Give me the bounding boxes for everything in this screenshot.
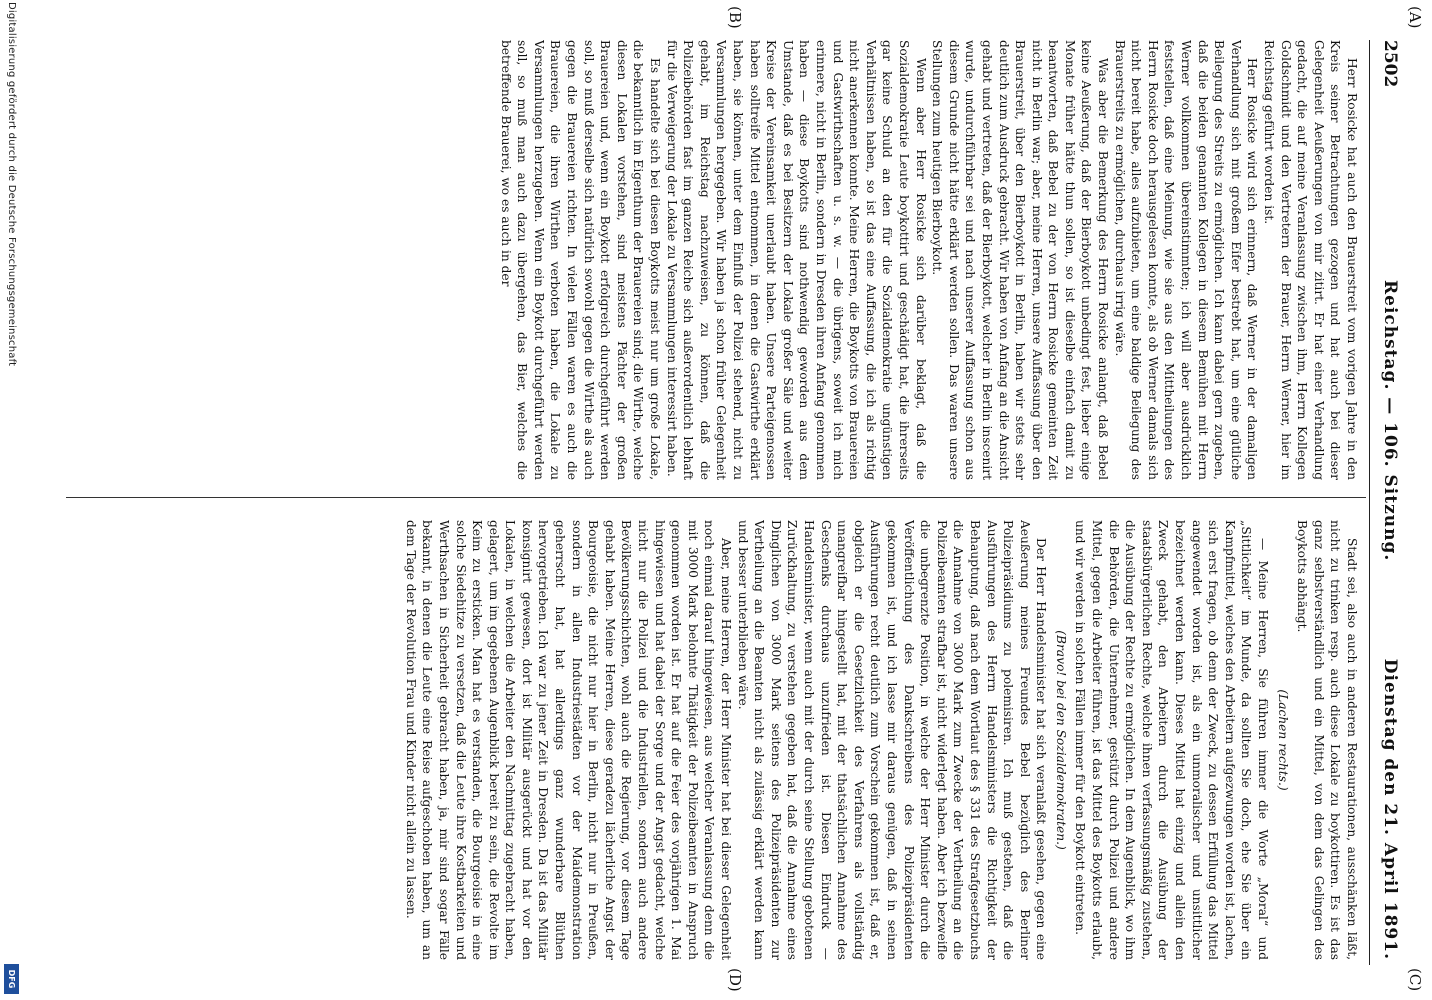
- paragraph: Herr Rosicke wird sich erinnern, daß Werner in der damaligen Verhandlung sich mit großem Eifer bestrebt hat, um eine gütliche Beilegung des Streits zu ermöglichen. Ich kann dabei gern zugeben, daß die beiden genannten Kollegen in diesem Bemühen mit Herrn Werner vollkommen übereinstimmten; ich will aber ausdrücklich feststellen, daß eine Meinung, wie sie aus den Mittheilungen des Herrn Rosicke doch herausgelesen konnte, als ob Werner damals sich nicht bereit habe, alles aufzubieten, um eine baldige Beilegung des Brauerstreits zu ermöglichen, durchaus irrig wäre.: [1112, 40, 1260, 480]
- session-title: Reichstag. — 106. Sitzung.: [1380, 280, 1400, 562]
- digitization-credit: Digitalisierung gefördert durch die Deutsche Forschungsgemeinschaft: [6, 2, 17, 367]
- left-column: [60, 40, 1360, 480]
- paragraph: Was aber die Bemerkung des Herrn Rosicke anlangt, daß Bebel keine Aeußerung, daß der Bierboykott unbedingt fest, lieber einige Monate früher hätte thun sollen, so ist dieselbe einfach damit zu beantworten, daß Bebel zu der von Herrn Rosicke gemeinten Zeit nicht in Berlin war; aber, meine Herren, unsere Auffassung über den Brauerstreit, über den Bierboykott in Berlin, haben wir stets sehr deutlich zum Ausdruck gebracht. Wir haben von Anfang an die Ansicht gehabt und vertreten, daß der Bierboykott, welcher in Berlin inscenirt wurde, undurchführbar sei und nach unserer Auffassung schon aus diesem Grunde nicht hätte erklärt werden sollen. Das waren unsere Stellungen zum heutigen Bierboykott.: [930, 40, 1111, 480]
- column-divider: [66, 497, 1366, 498]
- stage-direction: (Lachen rechts.): [1275, 689, 1290, 791]
- footer: [0, 0, 20, 1000]
- stage-direction: (Bravo! bei den Sozialdemokraten.): [1053, 630, 1068, 850]
- right-column: [60, 520, 1360, 960]
- paragraph: Wenn aber Herr Rosicke sich darüber beklagt, daß die Sozialdemokratie Leute boykottirt und geschädigt hat, die ihrerseits gar keine Schuld an den für die Sozialdemokratie ungünstigen Verhältnissen haben, so ist das eine Auffassung, die ich als richtig nicht anerkennen konnte. Meine Herren, die Boykotts von Brauereien und Gastwirthschaften u. s. w. — die übrigens, soweit ich mich erinnere, nicht in Berlin, sondern in Dresden ihren Anfang genommen haben — diese Boykotts sind nothwendig geworden aus dem Umstande, daß es bei Besitzern der Lokale großer Säle und weiter Kreise der Vereinsamkeit unerlaubt haben. Unsere Parteigenossen haben solltreife Mittel entnommen, in denen die Gastwirthe erklärt haben, sie können, unter dem Einfluß der Polizei stehend, nicht zu Versammlungen hergegeben. Wir haben ja schon früher Gelegenheit gehabt, im Reichstag nachzuweisen, zu können, daß die Polizeibehörden fast im ganzen Reiche sich außerordentlich lebhaft für die Verweigerung der Lokale zu Versammlungen interessirt haben.: [664, 40, 928, 480]
- paragraph: — Meine Herren, Sie führen immer die Worte „Moral“ und „Sittlichkeit“ im Munde, da sollten Sie doch, ehe Sie über ein Kampfmittel, welches den Arbeitern aufgezwungen worden ist, lachen, sich erst fragen, ob denn der Zweck, zu dessen Erfüllung das Mittel angewendet worden ist, als ein unmoralischer und unsittlicher bezeichnet werden kann. Dieses Mittel hat einzig und allein den Zweck gehabt, den Arbeitern durch die Ausübung der staatsbürgerlichen Rechte, welche ihnen verfassungsmäßig zustehen, die Ausübung der Rechte zu ermöglichen. In dem Augenblick, wo ihm die Behörden, die Unternehmer, gestützt durch Polizei und andere Mittel, gegen die Arbeiter führen, ist das Mittel des Boykotts erlaubt, und wir werden in solchen Fällen immer für den Boykott eintreten.: [1073, 520, 1271, 960]
- margin-marker-c: (C): [1406, 968, 1424, 992]
- page-header: [1370, 40, 1410, 960]
- paragraph: Der Herr Handelsminister hat sich veranlaßt gesehen, gegen eine Aeußerung meines Freundes Bebel bezüglich des Berliner Polizeipräsidiums zu polemisiren. Ich muß gestehen, daß die Ausführungen des Herrn Handelsministers die Richtigkeit der Behauptung, daß nach dem Wortlaut des § 331 des Strafgesetzbuchs die Annahme von 3000 Mark zum Zwecke der Vertheilung an die Polizeibeamten strafbar ist, nicht widerlegt haben. Aber ich bezweifle die unbegrenzte Position, in welche der Herr Minister durch die Veröffentlichung des Dankschreibens des Polizeipräsidenten gekommen ist, und ich lasse mir daraus genügen, daß in seinen Ausführungen recht deutlich zum Vorschein gekommen ist, daß er, obgleich er die Gesetzlichkeit des Verfahrens als vollständig unangreifbar hingestellt hat, mit der thatsächlichen Annahme des Geschenks durchaus unzufrieden ist. Diesen Eindruck — Handelsminister, wenn auch mit der durch seine Stellung gebotenen Zurückhaltung, zu verstehen gegeben hat, daß die Annahme eines Dinglichen von 3000 Mark seitens des Polizeipräsidenten zur Vertheilung an die Beamten nicht als zulässig erklärt werden kann und besser unterblieben wäre.: [735, 520, 1049, 960]
- margin-marker-d: (D): [726, 968, 744, 992]
- paragraph: Es handelte sich bei diesen Boykotts meist nur um große Lokale, die bekanntlich im Eigenthum der Brauereien sind; die Wirthe, welche diesen Lokalen vorstehen, sind meistens Pächter der großen Brauereien und, wenn ein Boykott erfolgreich durchgeführt werden soll, so muß derselbe sich natürlich sowohl gegen die Wirthe als auch gegen die Brauereien richten. In vielen Fällen waren es auch die Brauereien, die ihren Wirthen verboten haben, die Lokale zu Versammlungen herzugeben. Wenn ein Boykott durchgeführt werden soll, so muß man auch dazu übergehen, das Bier, welches die betreffende Brauerei, wo es auch in der: [498, 40, 663, 480]
- header-rule: [1369, 40, 1370, 965]
- paragraph: Herr Rosicke hat auch den Brauerstreit vom vorigen Jahre in den Kreis seiner Betrachtungen gezogen und hat auch bei dieser Gelegenheit Aeußerungen von mir zitirt. Er hat einer Verhandlung gedacht, die auf meine Veranlassung zwischen ihm, Herrn Kollegen Goldschmidt und den Vertretern der Brauer, Herrn Werner, hier im Reichstag geführt worden ist.: [1262, 40, 1359, 480]
- paragraph: Stadt sei, also auch in anderen Restaurationen, ausschänken läßt, nicht zu trinken resp. auch diese Lokale zu boykottiren. Es ist das ganz selbstverständlich und ein Mittel, von dem das Gelingen des Boykotts abhängt.: [1295, 520, 1359, 960]
- page-number: 2502: [1380, 40, 1400, 88]
- dfg-logo: DFG: [4, 964, 19, 994]
- paragraph: Aber, meine Herren, der Herr Minister hat bei dieser Gelegenheit noch einmal darauf hingewiesen, aus welcher Veranlassung denn die mit 3000 Mark belohnte Thätigkeit der Polizeibeamten in Anspruch genommen worden ist. Er hat auf die Feier des vorjährigen 1. Mai hingewiesen und hat dabei der Sorge und der Angst gedacht, welche nicht nur die Polizei und die Industriellen, sondern auch andere Bevölkerungsschichten, wohl auch die Regierung, vor diesem Tage gehabt haben. Meine Herren, diese geradezu lächerliche Angst der Bourgeoisie, die nicht nur hier in Berlin, nicht nur in Preußen, sondern in allen Industriestädten vor der Maidemonstration geherrscht hat, hat allerdings ganz wunderbare Blüthen hervorgetrieben. Ich war zu jener Zeit in Dresden. Da ist das Militär konsignirt gewesen, dort ist Militär ausgerückt und hat vor den Lokalen, in welchen die Arbeiter den Nachmittag zugebracht haben, gelagert, um im gegebenen Augenblick bereit zu sein, die Revolte im Keim zu ersticken. Man hat es verstanden, die Bourgeoisie in eine solche Siedehitze zu versetzen, daß die Leute ihre Kostbarkeiten und Werthsachen in Sicherheit gebracht haben, ja, mir sind sogar Fälle bekannt, in denen die Leute eine Reise aufgeschoben haben, um an dem Tage der Revolution Frau und Kinder nicht allein zu lassen.: [403, 520, 734, 960]
- session-date: Dienstag den 21. April 1891.: [1380, 658, 1400, 960]
- margin-marker-a: (A): [1406, 6, 1424, 29]
- margin-marker-b: (B): [726, 6, 744, 29]
